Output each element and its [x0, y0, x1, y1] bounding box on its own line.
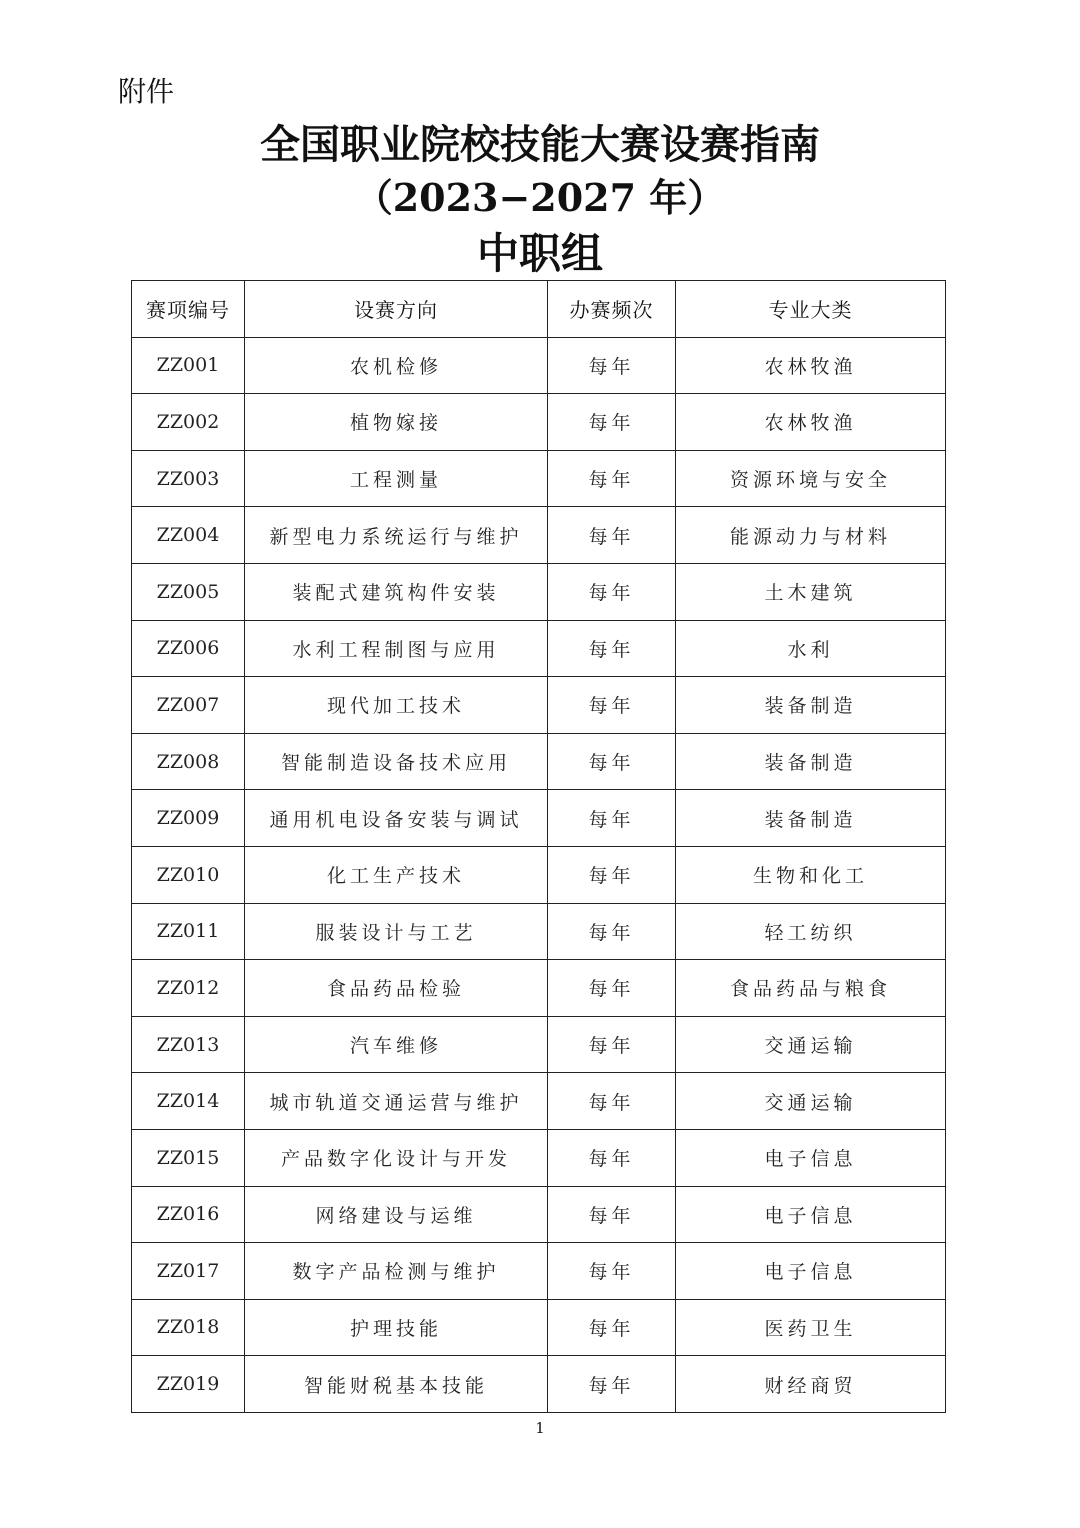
cell-category: 能源动力与材料 — [676, 507, 946, 564]
cell-code: ZZ004 — [132, 507, 245, 564]
cell-frequency: 每年 — [548, 960, 676, 1017]
cell-code: ZZ007 — [132, 677, 245, 734]
table-row — [132, 507, 946, 564]
header-frequency: 办赛频次 — [548, 281, 676, 338]
cell-frequency: 每年 — [548, 1243, 676, 1300]
header-row — [132, 281, 946, 338]
table-row — [132, 1356, 946, 1413]
cell-direction: 新型电力系统运行与维护 — [245, 507, 548, 564]
document-group-heading: 中职组 — [476, 229, 603, 278]
cell-direction: 智能制造设备技术应用 — [245, 733, 548, 790]
cell-category: 装备制造 — [676, 677, 946, 734]
cell-category: 资源环境与安全 — [676, 450, 946, 507]
header-category: 专业大类 — [676, 281, 946, 338]
cell-category: 食品药品与粮食 — [676, 960, 946, 1017]
cell-code: ZZ011 — [132, 903, 245, 960]
cell-category: 水利 — [676, 620, 946, 677]
cell-direction: 产品数字化设计与开发 — [245, 1129, 548, 1186]
cell-frequency: 每年 — [548, 790, 676, 847]
cell-category: 财经商贸 — [676, 1356, 946, 1413]
table-row — [132, 846, 946, 903]
cell-category: 装备制造 — [676, 733, 946, 790]
cell-code: ZZ019 — [132, 1356, 245, 1413]
cell-category: 装备制造 — [676, 790, 946, 847]
cell-direction: 工程测量 — [245, 450, 548, 507]
cell-frequency: 每年 — [548, 620, 676, 677]
cell-direction: 化工生产技术 — [245, 846, 548, 903]
cell-frequency: 每年 — [548, 1299, 676, 1356]
table-row — [132, 1186, 946, 1243]
cell-direction: 数字产品检测与维护 — [245, 1243, 548, 1300]
cell-direction: 农机检修 — [245, 337, 548, 394]
cell-code: ZZ015 — [132, 1129, 245, 1186]
cell-frequency: 每年 — [548, 1016, 676, 1073]
cell-frequency: 每年 — [548, 450, 676, 507]
attachment-label: 附件 — [118, 75, 175, 108]
cell-direction: 食品药品检验 — [245, 960, 548, 1017]
cell-direction: 护理技能 — [245, 1299, 548, 1356]
cell-direction: 装配式建筑构件安装 — [245, 563, 548, 620]
table-row — [132, 1073, 946, 1130]
document-subtitle-years: （2023−2027 年） — [354, 175, 726, 220]
cell-category: 土木建筑 — [676, 563, 946, 620]
header-code: 赛项编号 — [132, 281, 245, 338]
cell-frequency: 每年 — [548, 337, 676, 394]
cell-category: 农林牧渔 — [676, 394, 946, 451]
cell-direction: 植物嫁接 — [245, 394, 548, 451]
cell-direction: 智能财税基本技能 — [245, 1356, 548, 1413]
cell-code: ZZ005 — [132, 563, 245, 620]
cell-frequency: 每年 — [548, 903, 676, 960]
cell-category: 电子信息 — [676, 1186, 946, 1243]
cell-code: ZZ010 — [132, 846, 245, 903]
document-title: 全国职业院校技能大赛设赛指南 — [260, 122, 820, 168]
cell-frequency: 每年 — [548, 1129, 676, 1186]
cell-direction: 汽车维修 — [245, 1016, 548, 1073]
table-row — [132, 677, 946, 734]
table-header — [132, 281, 946, 338]
cell-frequency: 每年 — [548, 1356, 676, 1413]
cell-direction: 水利工程制图与应用 — [245, 620, 548, 677]
cell-frequency: 每年 — [548, 394, 676, 451]
table-row — [132, 1129, 946, 1186]
table-row — [132, 450, 946, 507]
cell-direction: 网络建设与运维 — [245, 1186, 548, 1243]
table-row — [132, 1016, 946, 1073]
cell-frequency: 每年 — [548, 507, 676, 564]
cell-code: ZZ012 — [132, 960, 245, 1017]
cell-category: 生物和化工 — [676, 846, 946, 903]
cell-code: ZZ002 — [132, 394, 245, 451]
table-row — [132, 1243, 946, 1300]
cell-category: 农林牧渔 — [676, 337, 946, 394]
cell-code: ZZ017 — [132, 1243, 245, 1300]
table-row — [132, 563, 946, 620]
header-direction: 设赛方向 — [245, 281, 548, 338]
cell-code: ZZ014 — [132, 1073, 245, 1130]
cell-frequency: 每年 — [548, 846, 676, 903]
cell-category: 交通运输 — [676, 1016, 946, 1073]
cell-category: 交通运输 — [676, 1073, 946, 1130]
cell-direction: 服装设计与工艺 — [245, 903, 548, 960]
cell-code: ZZ006 — [132, 620, 245, 677]
table-row — [132, 394, 946, 451]
cell-direction: 通用机电设备安装与调试 — [245, 790, 548, 847]
table-row — [132, 790, 946, 847]
cell-frequency: 每年 — [548, 733, 676, 790]
cell-code: ZZ008 — [132, 733, 245, 790]
cell-frequency: 每年 — [548, 677, 676, 734]
cell-category: 电子信息 — [676, 1243, 946, 1300]
cell-code: ZZ001 — [132, 337, 245, 394]
cell-frequency: 每年 — [548, 1073, 676, 1130]
competition-table — [131, 280, 946, 1413]
cell-code: ZZ018 — [132, 1299, 245, 1356]
page-number: 1 — [535, 1419, 545, 1437]
table-row — [132, 337, 946, 394]
table-row — [132, 960, 946, 1017]
table-row — [132, 733, 946, 790]
cell-category: 电子信息 — [676, 1129, 946, 1186]
table-body — [132, 337, 946, 1412]
cell-category: 医药卫生 — [676, 1299, 946, 1356]
cell-code: ZZ016 — [132, 1186, 245, 1243]
cell-category: 轻工纺织 — [676, 903, 946, 960]
cell-code: ZZ003 — [132, 450, 245, 507]
table-row — [132, 1299, 946, 1356]
table-row — [132, 903, 946, 960]
cell-direction: 城市轨道交通运营与维护 — [245, 1073, 548, 1130]
table-row — [132, 620, 946, 677]
cell-frequency: 每年 — [548, 563, 676, 620]
cell-direction: 现代加工技术 — [245, 677, 548, 734]
cell-code: ZZ009 — [132, 790, 245, 847]
cell-code: ZZ013 — [132, 1016, 245, 1073]
cell-frequency: 每年 — [548, 1186, 676, 1243]
